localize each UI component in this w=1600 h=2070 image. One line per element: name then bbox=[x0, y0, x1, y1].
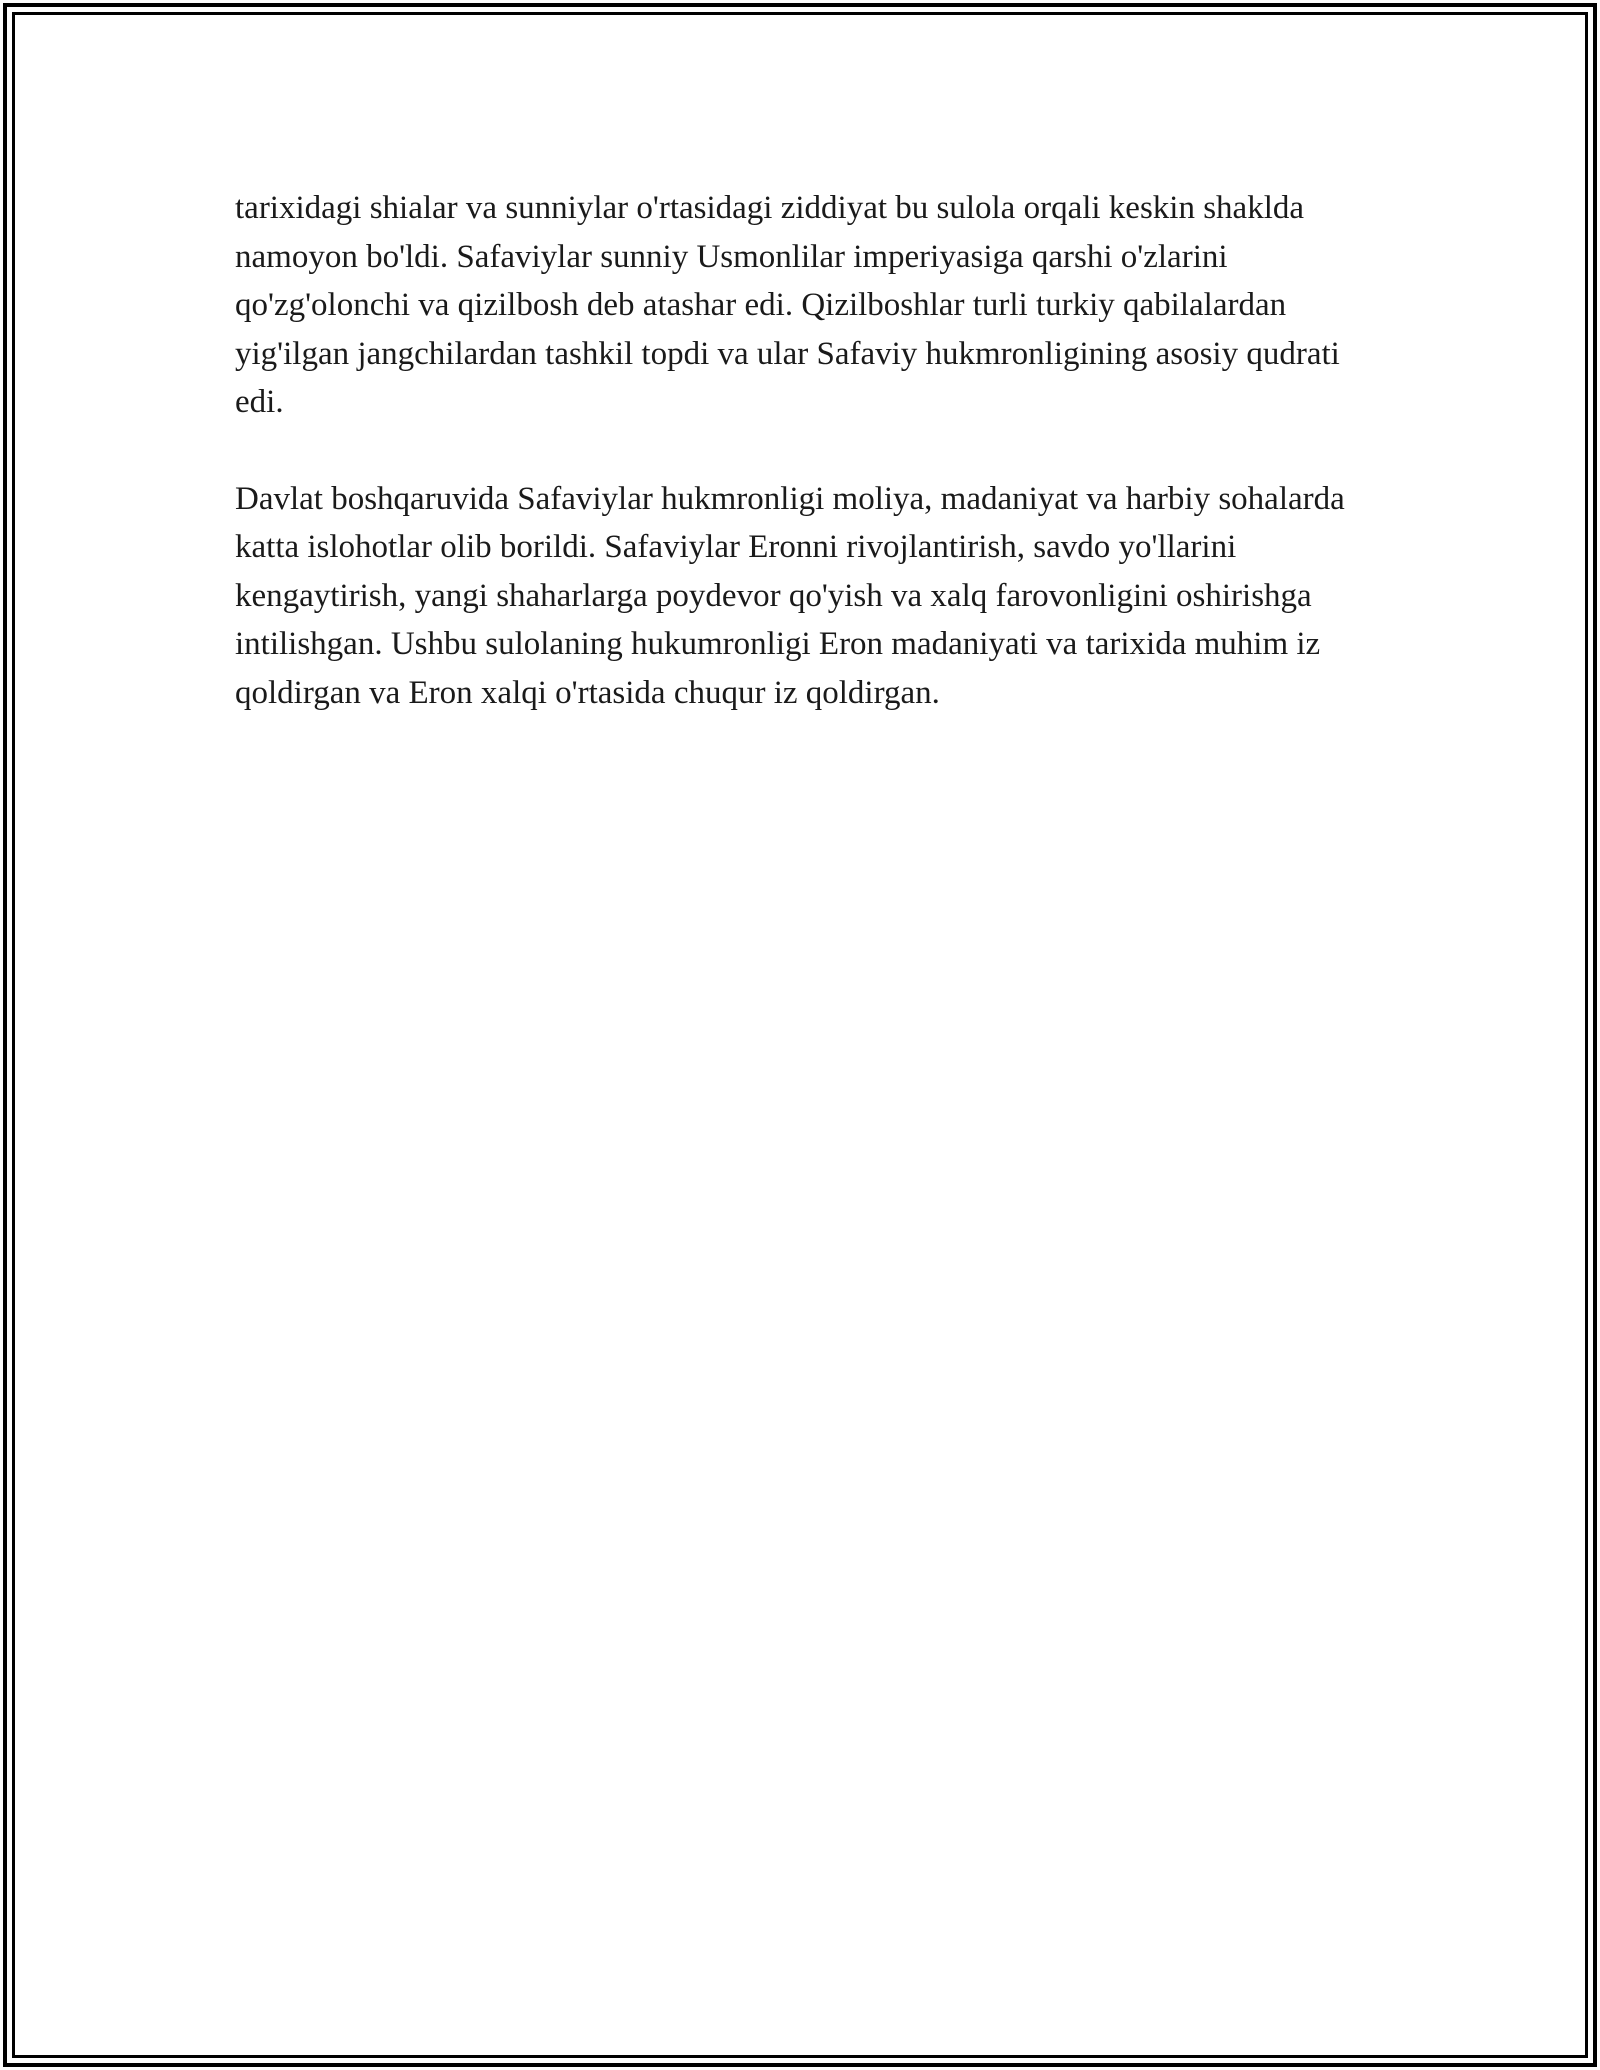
paragraph-1: tarixidagi shialar va sunniylar o'rtasidagi ziddiyat bu sulola orqali keskin shaklda namoyon bo'ldi. Safaviylar sunniy Usmonlilar imperiyasiga qarshi o'zlarini qo'zg'olonchi va qizilbosh deb atashar edi. Qizilboshlar turli turkiy qabilalardan yig'ilgan jangchilardan tashkil topdi va ular Safaviy hukmronligining asosiy qudrati edi. bbox=[235, 190, 1340, 420]
document-body bbox=[235, 184, 1365, 717]
paragraph-2: Davlat boshqaruvida Safaviylar hukmronligi moliya, madaniyat va harbiy sohalarda katta islohotlar olib borildi. Safaviylar Eronni rivojlantirish, savdo yo'llarini kengaytirish, yangi shaharlarga poydevor qo'yish va xalq farovonligini oshirishga intilishgan. Ushbu sulolaning hukumronligi Eron madaniyati va tarixida muhim iz qoldirgan va Eron xalqi o'rtasida chuqur iz qoldirgan. bbox=[235, 480, 1345, 711]
